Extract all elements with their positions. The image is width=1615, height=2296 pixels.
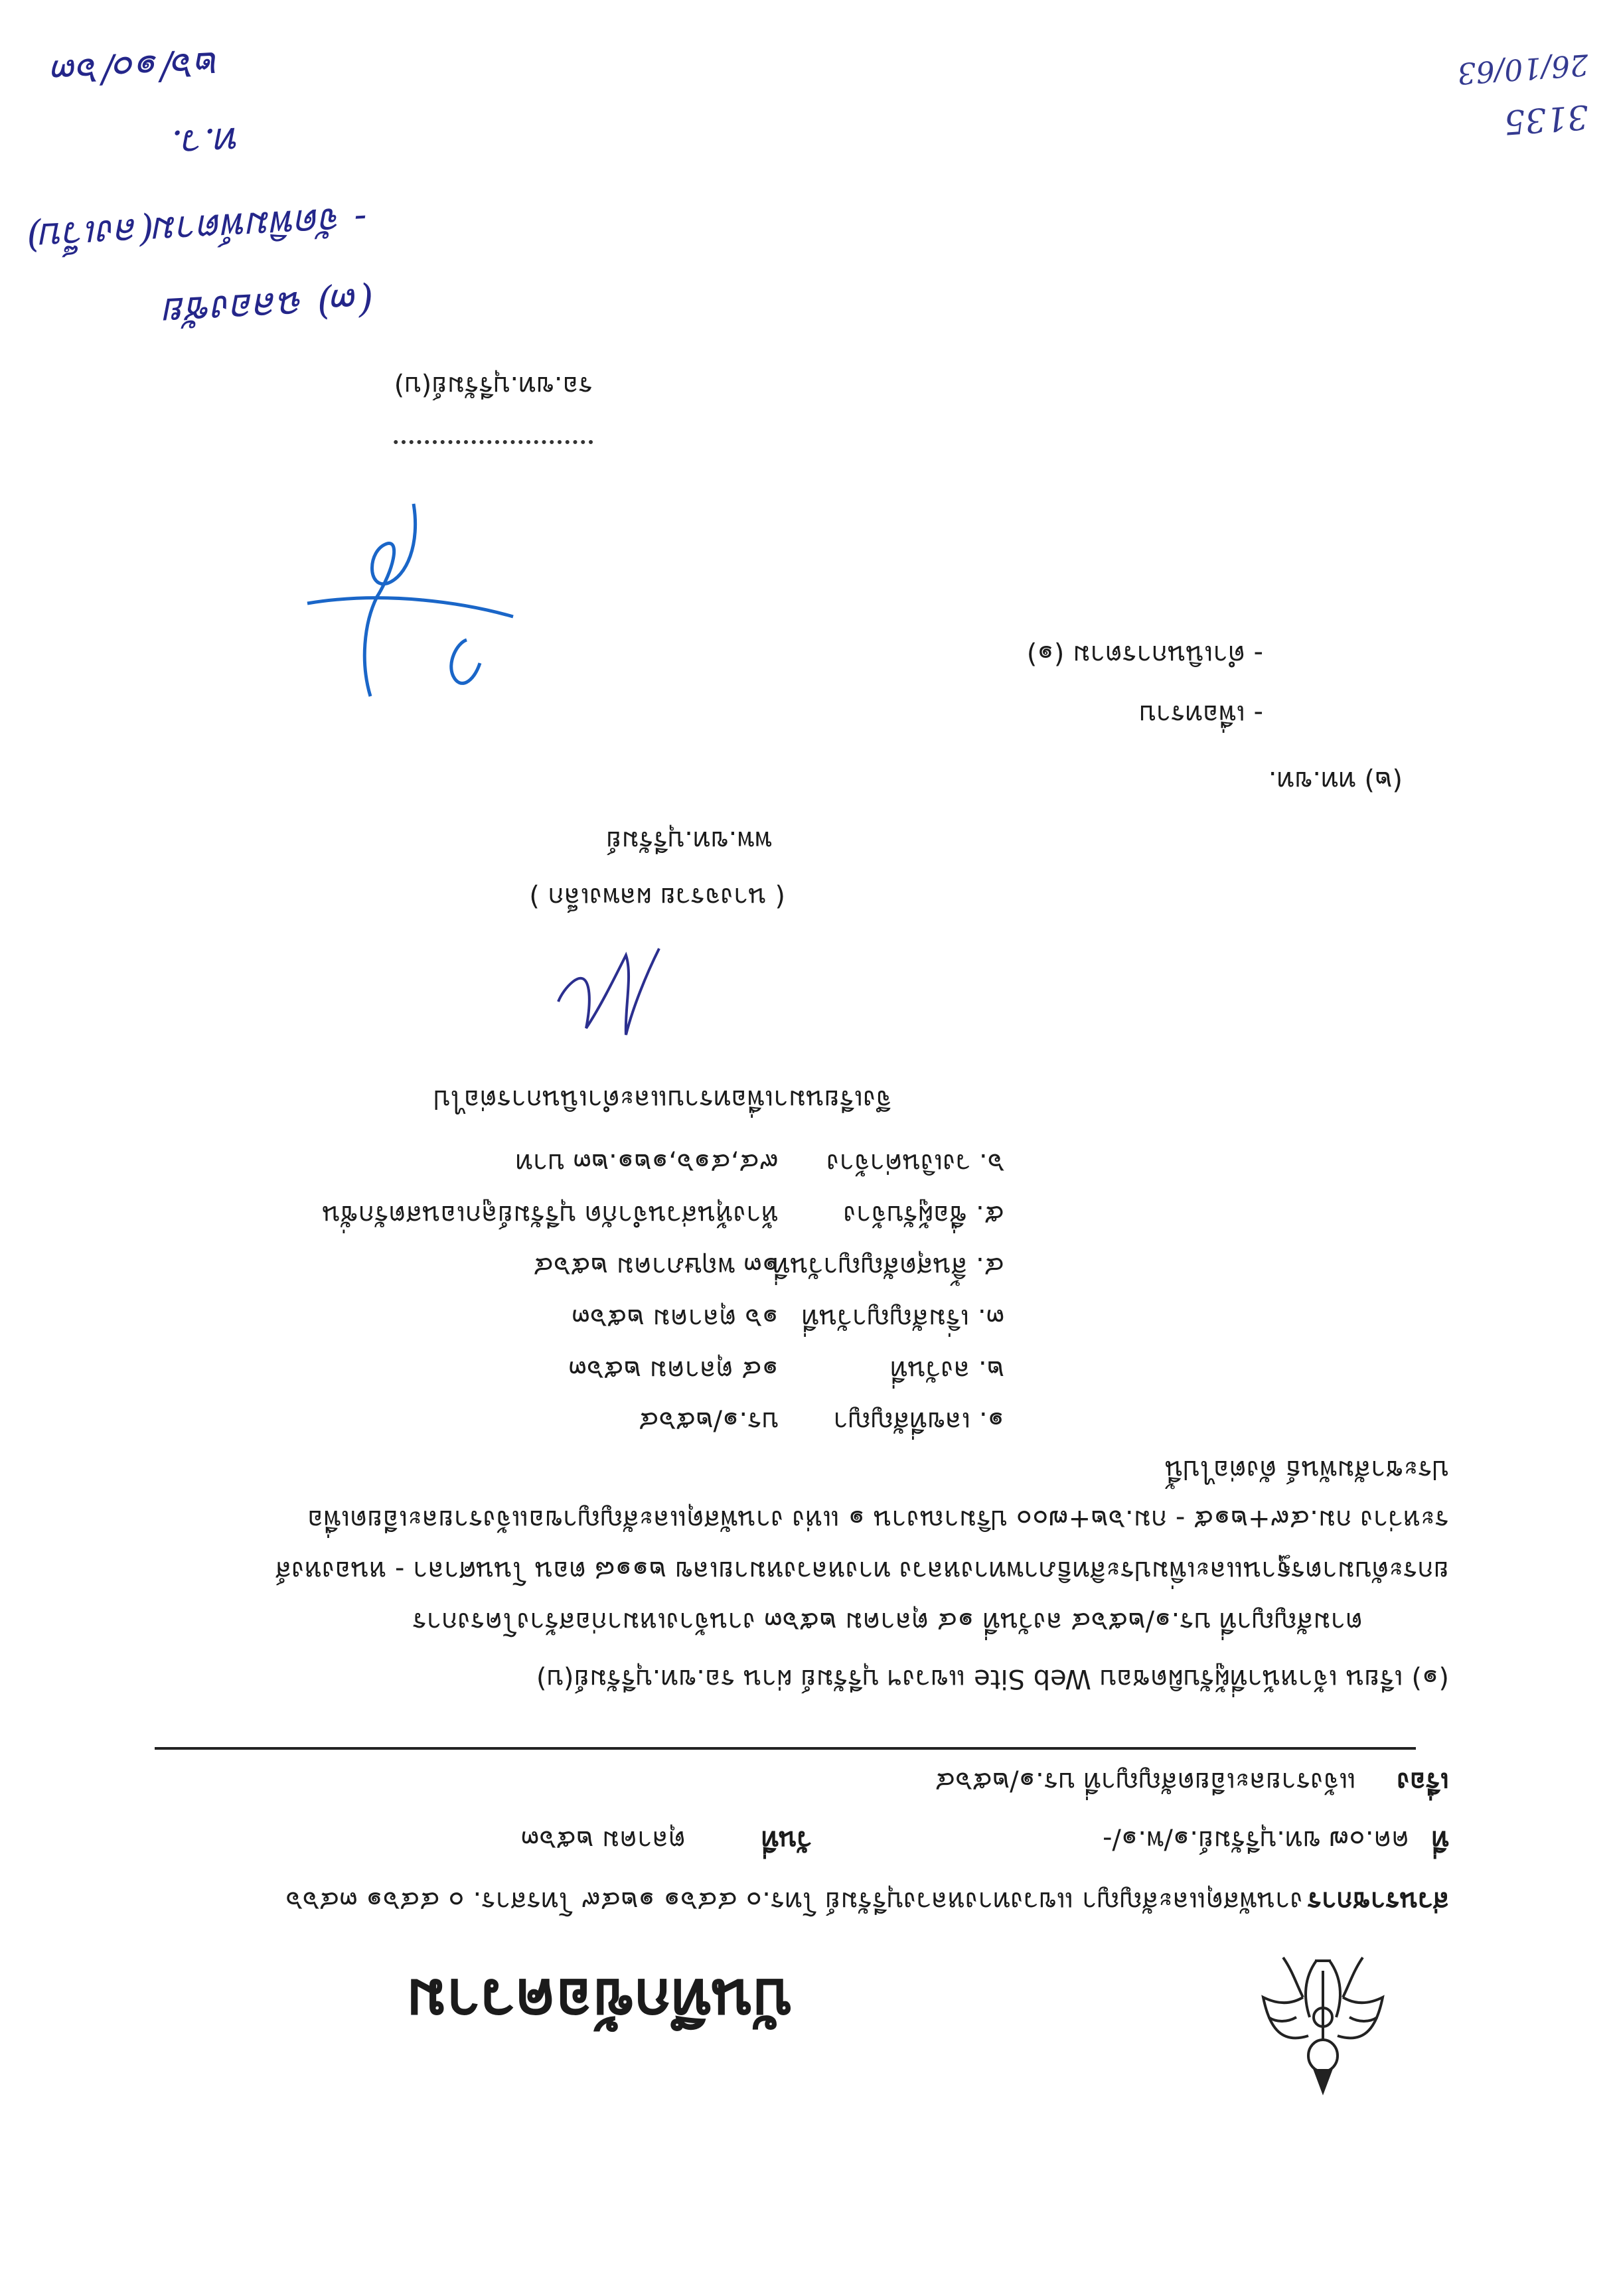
handwritten-signature-icon [553,935,672,1048]
item-value: ห้างหุ้นส่วนจำกัด บุรีรัมย์ลูกเอนสตรักชั่น [322,1199,779,1230]
subject-label: เรื่อง [1397,1766,1449,1797]
routing-heading: (๒) ทท.ขท. [1268,765,1403,796]
header-divider [155,1747,1416,1750]
closing-line: จึงเรียนมาเพื่อทราบและดำเนินการต่อไป [433,1084,891,1114]
paragraph-line-4: ประชาสัมพันธ์ ดังต่อไปนี้ [1165,1454,1449,1485]
paragraph-line-2: ยกระดับมาตรฐานและเพิ่มประสิทธิภาพทางหลวง ทางหลวงหมายเลข ๒๑๑๘ ตอน โนนศาลา - หนองหงส์ [275,1555,1449,1586]
item-label: ๑. เลขที่สัญญา [833,1406,1004,1436]
signer-name: ( นางจรวย ผลพงเล็ก ) [529,881,785,912]
receipt-date: 26/10/63 [1456,47,1590,90]
handwritten-initials: ท.ว. [171,118,242,165]
item-value: บร.๑/๒๕๖๔ [639,1406,779,1436]
date-value: ตุลาคม ๒๕๖๓ [520,1825,686,1855]
item-label: ๒. ลงวันที่ [889,1355,1004,1385]
item-value: ๑๖ ตุลาคม ๒๕๖๓ [572,1303,779,1334]
date-label: วันที่ [761,1825,812,1855]
handwritten-note-line: - จัดพิมพ์ตาม(ลงเว็บ) [25,197,368,259]
blue-pen-signature-icon [294,491,520,703]
agency-value: งานพัสดุและสัญญา แขวงทางหลวงบุรีรัมย์ โทร.๐ ๔๔๖๑ ๑๒๔๙ โทรสาร. ๐ ๔๔๖๑ ๓๔๖๖ [285,1886,1303,1916]
ref-label: ที่ [1431,1825,1449,1855]
item-label: ๕. ชื่อผู้รับจ้าง [843,1199,1004,1230]
receipt-number: 3135 [1502,97,1590,142]
item-value: ๑๔ ตุลาคม ๒๕๖๓ [568,1355,779,1385]
ref-value: คค.๐๗ ขท.บุรีรัมย์.๑/พ.๑/- [1103,1825,1409,1855]
item-value: ๑๓ พฤษภาคม ๒๕๖๔ [533,1251,779,1282]
subject-value: แจ้งรายละเอียดสัญญาที่ บร.๑/๒๕๖๔ [935,1766,1356,1797]
item-label: ๓. เริ่มสัญญาวันที่ [801,1303,1004,1334]
routing-line-2: - ดำเนินการตาม (๑) [1026,639,1263,670]
agency-label: ส่วนราชการ [1307,1886,1449,1916]
sign-position: รอ.ขท.บุรีรัมย์(บ) [394,370,593,401]
garuda-emblem-icon [1257,1951,1389,2097]
item-label: ๖. วงเงินค่าจ้าง [826,1148,1004,1178]
memo-title: บันทึกข้อความ [406,1965,792,2036]
recipient-line: (๑) เรียน เจ้าหน้าที่ผู้รับผิดชอบ Web Site แขวงฯ บุรีรัมย์ ผ่าน รอ.ขท.บุรีรัมย์(บ) [536,1663,1449,1694]
paragraph-line-1: ตามสัญญาที่ บร.๑/๒๕๖๔ ลงวันที่ ๑๔ ตุลาคม ๒๕๖๓ งานจ้างเหมาก่อสร้างโครงการ [412,1606,1363,1637]
item-label: ๔. สิ้นสุดสัญญาวันที่ [772,1251,1004,1282]
routing-line-1: - เพื่อทราบ [1139,699,1263,729]
handwritten-date: ๒๖/๑๐/๖๓ [51,42,222,95]
item-value: ๙๔,๔๑๖,๑๒๑.๒๓ บาท [515,1148,779,1178]
signature-dotted-line [394,440,593,444]
paragraph-line-3: ระหว่าง กม.๔๙+๒๑๕ - กม.๖๒+๗๐๐ ปริมาณงาน ๑ แห่ง งานพัสดุและสัญญาขอแจ้งรายละเอียดเพื่อ [307,1504,1449,1535]
handwritten-note-heading: (๓) ฉลองชัย [163,278,375,335]
signer-position: พพ.ขท.บุรีรัมย์ [605,825,772,856]
